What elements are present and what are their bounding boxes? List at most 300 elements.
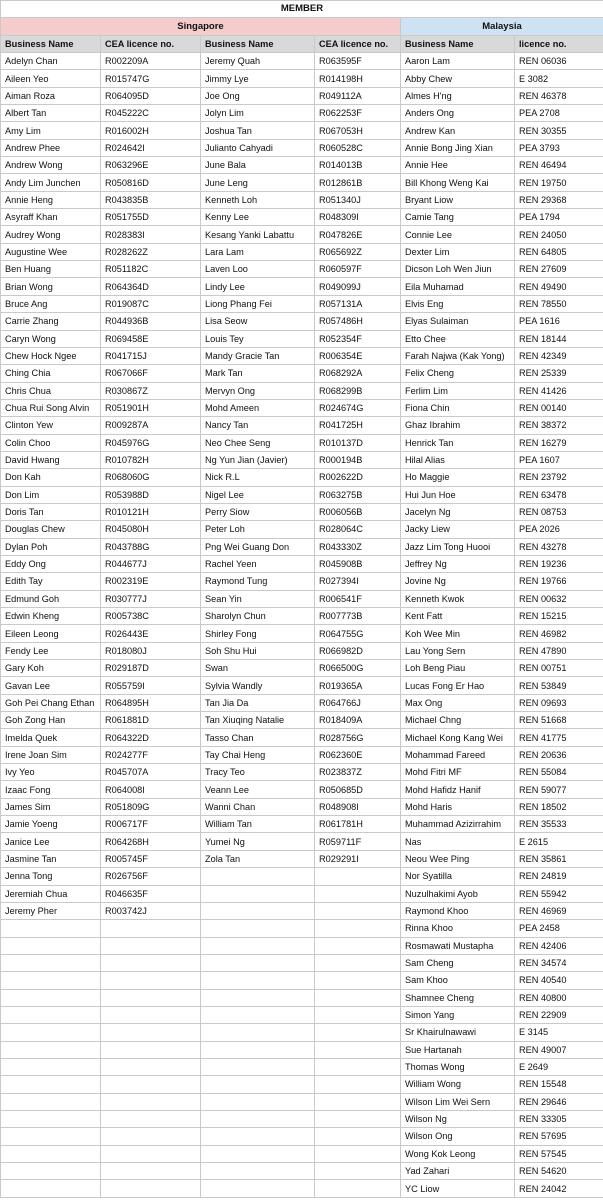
my-licence-cell: REN 15548 bbox=[515, 1076, 603, 1093]
my-name-cell: Jovine Ng bbox=[401, 573, 515, 590]
table-row bbox=[1, 434, 603, 451]
sg2-name-cell: Nigel Lee bbox=[201, 486, 315, 503]
my-licence-cell: REN 41426 bbox=[515, 382, 603, 399]
my-name-cell: Connie Lee bbox=[401, 226, 515, 243]
sg1-name-cell: Andy Lim Junchen bbox=[1, 174, 101, 191]
my-licence-cell: REN 09693 bbox=[515, 694, 603, 711]
sg1-name-cell: Eddy Ong bbox=[1, 555, 101, 572]
sg2-name-cell: Perry Siow bbox=[201, 503, 315, 520]
sg1-name-cell: Annie Heng bbox=[1, 191, 101, 208]
sg2-licence-cell bbox=[315, 1110, 401, 1127]
sg2-name-cell bbox=[201, 1006, 315, 1023]
sg1-licence-cell: R064322D bbox=[101, 729, 201, 746]
my-name-cell: Wilson Ng bbox=[401, 1110, 515, 1127]
table-row bbox=[1, 53, 603, 70]
my-licence-cell: REN 46969 bbox=[515, 902, 603, 919]
sg1-name-cell: Izaac Fong bbox=[1, 781, 101, 798]
sg2-name-cell bbox=[201, 1163, 315, 1180]
sg1-licence-cell bbox=[101, 1145, 201, 1162]
table-row bbox=[1, 313, 603, 330]
sg2-name-cell: Joshua Tan bbox=[201, 122, 315, 139]
sg2-name-cell: Mark Tan bbox=[201, 365, 315, 382]
sg2-name-cell: Lara Lam bbox=[201, 243, 315, 260]
my-licence-cell: REN 40540 bbox=[515, 972, 603, 989]
sg1-licence-cell: R009287A bbox=[101, 417, 201, 434]
sg2-licence-cell: R019365A bbox=[315, 677, 401, 694]
table-row bbox=[1, 157, 603, 174]
sg1-name-cell: Aiman Roza bbox=[1, 87, 101, 104]
sg1-licence-cell: R002209A bbox=[101, 53, 201, 70]
sg2-licence-cell bbox=[315, 1058, 401, 1075]
sg2-name-cell bbox=[201, 937, 315, 954]
sg2-name-cell bbox=[201, 868, 315, 885]
my-name-cell: Max Ong bbox=[401, 694, 515, 711]
sg2-name-cell: Shirley Fong bbox=[201, 625, 315, 642]
sg1-licence-cell: R045080H bbox=[101, 521, 201, 538]
sg1-name-cell bbox=[1, 920, 101, 937]
col-header-sg-name-2: Business Name bbox=[201, 36, 315, 53]
sg2-name-cell: Veann Lee bbox=[201, 781, 315, 798]
sg2-licence-cell: R059711F bbox=[315, 833, 401, 850]
sg1-name-cell: Goh Pei Chang Ethan bbox=[1, 694, 101, 711]
sg1-licence-cell: R016002H bbox=[101, 122, 201, 139]
my-name-cell: Felix Cheng bbox=[401, 365, 515, 382]
my-licence-cell: REN 42349 bbox=[515, 347, 603, 364]
table-row bbox=[1, 1145, 603, 1162]
my-licence-cell: PEA 3793 bbox=[515, 139, 603, 156]
table-row bbox=[1, 1093, 603, 1110]
sg2-name-cell bbox=[201, 1076, 315, 1093]
sg2-licence-cell: R049099J bbox=[315, 278, 401, 295]
sg1-name-cell bbox=[1, 954, 101, 971]
sg1-name-cell: Edmund Goh bbox=[1, 590, 101, 607]
my-licence-cell: REN 27609 bbox=[515, 261, 603, 278]
my-name-cell: William Wong bbox=[401, 1076, 515, 1093]
sg2-name-cell: Soh Shu Hui bbox=[201, 642, 315, 659]
my-name-cell: Aaron Lam bbox=[401, 53, 515, 70]
my-name-cell: Fiona Chin bbox=[401, 399, 515, 416]
my-licence-cell: REN 08753 bbox=[515, 503, 603, 520]
sg2-name-cell: Sylvia Wandly bbox=[201, 677, 315, 694]
table-row bbox=[1, 677, 603, 694]
sg2-licence-cell bbox=[315, 1145, 401, 1162]
sg2-name-cell: Peter Loh bbox=[201, 521, 315, 538]
sg2-name-cell: Mandy Gracie Tan bbox=[201, 347, 315, 364]
sg1-licence-cell: R051901H bbox=[101, 399, 201, 416]
sg2-licence-cell bbox=[315, 1041, 401, 1058]
sg2-name-cell: Mohd Ameen bbox=[201, 399, 315, 416]
my-licence-cell: REN 00140 bbox=[515, 399, 603, 416]
sg2-name-cell: Jeremy Quah bbox=[201, 53, 315, 70]
sg2-licence-cell: R006056B bbox=[315, 503, 401, 520]
sg1-name-cell bbox=[1, 1093, 101, 1110]
my-name-cell: Abby Chew bbox=[401, 70, 515, 87]
sg2-licence-cell: R014013B bbox=[315, 157, 401, 174]
sg2-licence-cell: R028064C bbox=[315, 521, 401, 538]
sg2-name-cell: Mervyn Ong bbox=[201, 382, 315, 399]
sg1-name-cell: Goh Zong Han bbox=[1, 712, 101, 729]
sg1-licence-cell bbox=[101, 1093, 201, 1110]
sg1-licence-cell: R006717F bbox=[101, 816, 201, 833]
table-row bbox=[1, 694, 603, 711]
table-row bbox=[1, 746, 603, 763]
my-name-cell: Rinna Khoo bbox=[401, 920, 515, 937]
sg2-name-cell: Louis Tey bbox=[201, 330, 315, 347]
sg1-licence-cell: R044936B bbox=[101, 313, 201, 330]
my-name-cell: Michael Kong Kang Wei bbox=[401, 729, 515, 746]
sg1-name-cell bbox=[1, 972, 101, 989]
sg2-licence-cell: R000194B bbox=[315, 451, 401, 468]
my-licence-cell: REN 18144 bbox=[515, 330, 603, 347]
my-licence-cell: REN 78550 bbox=[515, 295, 603, 312]
sg1-name-cell: Chew Hock Ngee bbox=[1, 347, 101, 364]
sg2-licence-cell bbox=[315, 989, 401, 1006]
my-name-cell: Mohd Fitri MF bbox=[401, 764, 515, 781]
sg2-licence-cell: R048908I bbox=[315, 798, 401, 815]
sg2-licence-cell: R051340J bbox=[315, 191, 401, 208]
sg1-name-cell: Jasmine Tan bbox=[1, 850, 101, 867]
my-name-cell: Elvis Eng bbox=[401, 295, 515, 312]
col-header-sg-licence-1: CEA licence no. bbox=[101, 36, 201, 53]
my-licence-cell: E 3082 bbox=[515, 70, 603, 87]
sg1-name-cell: Bruce Ang bbox=[1, 295, 101, 312]
sg2-licence-cell: R057486H bbox=[315, 313, 401, 330]
table-row bbox=[1, 816, 603, 833]
table-row bbox=[1, 1006, 603, 1023]
my-licence-cell: REN 41775 bbox=[515, 729, 603, 746]
sg2-name-cell: Tracy Teo bbox=[201, 764, 315, 781]
sg1-name-cell: Carrie Zhang bbox=[1, 313, 101, 330]
sg1-name-cell: Adelyn Chan bbox=[1, 53, 101, 70]
my-licence-cell: PEA 1607 bbox=[515, 451, 603, 468]
table-row bbox=[1, 781, 603, 798]
sg1-name-cell: Doris Tan bbox=[1, 503, 101, 520]
table-row bbox=[1, 885, 603, 902]
sg1-licence-cell bbox=[101, 1163, 201, 1180]
sg2-name-cell: Tan Xiuqing Natalie bbox=[201, 712, 315, 729]
sg2-licence-cell: R024674G bbox=[315, 399, 401, 416]
my-licence-cell: REN 35861 bbox=[515, 850, 603, 867]
my-name-cell: Dicson Loh Wen Jiun bbox=[401, 261, 515, 278]
table-row bbox=[1, 608, 603, 625]
sg1-name-cell bbox=[1, 1163, 101, 1180]
my-name-cell: Bill Khong Weng Kai bbox=[401, 174, 515, 191]
my-name-cell: Loh Beng Piau bbox=[401, 660, 515, 677]
table-row bbox=[1, 503, 603, 520]
table-row bbox=[1, 1041, 603, 1058]
table-row bbox=[1, 590, 603, 607]
sg2-licence-cell: R063275B bbox=[315, 486, 401, 503]
table-row bbox=[1, 1110, 603, 1127]
sg2-licence-cell: R068299B bbox=[315, 382, 401, 399]
my-licence-cell: REN 00751 bbox=[515, 660, 603, 677]
table-row bbox=[1, 850, 603, 867]
sg1-licence-cell: R053988D bbox=[101, 486, 201, 503]
sg1-name-cell: Caryn Wong bbox=[1, 330, 101, 347]
my-name-cell: Henrick Tan bbox=[401, 434, 515, 451]
sg2-name-cell bbox=[201, 972, 315, 989]
sg2-name-cell: Png Wei Guang Don bbox=[201, 538, 315, 555]
sg1-name-cell: Eileen Leong bbox=[1, 625, 101, 642]
sg1-name-cell bbox=[1, 1058, 101, 1075]
sg2-licence-cell: R050685D bbox=[315, 781, 401, 798]
my-licence-cell: REN 24042 bbox=[515, 1180, 603, 1197]
table-row bbox=[1, 1128, 603, 1145]
my-name-cell: Farah Najwa (Kak Yong) bbox=[401, 347, 515, 364]
table-row bbox=[1, 954, 603, 971]
sg2-licence-cell: R062253F bbox=[315, 105, 401, 122]
my-name-cell: Lau Yong Sern bbox=[401, 642, 515, 659]
sg1-licence-cell bbox=[101, 989, 201, 1006]
my-licence-cell: REN 34574 bbox=[515, 954, 603, 971]
sg2-licence-cell bbox=[315, 1128, 401, 1145]
sg2-licence-cell: R045908B bbox=[315, 555, 401, 572]
my-name-cell: Sr Khairulnawawi bbox=[401, 1024, 515, 1041]
sg1-name-cell: Chris Chua bbox=[1, 382, 101, 399]
table-row bbox=[1, 1180, 603, 1197]
my-licence-cell: REN 23792 bbox=[515, 469, 603, 486]
sg2-licence-cell bbox=[315, 1093, 401, 1110]
sg1-name-cell: Asyraff Khan bbox=[1, 209, 101, 226]
table-row bbox=[1, 365, 603, 382]
sg2-licence-cell: R060528C bbox=[315, 139, 401, 156]
sg1-name-cell: Chua Rui Song Alvin bbox=[1, 399, 101, 416]
my-licence-cell: REN 35533 bbox=[515, 816, 603, 833]
table-row bbox=[1, 868, 603, 885]
table-row bbox=[1, 764, 603, 781]
sg1-licence-cell bbox=[101, 954, 201, 971]
sg2-licence-cell: R066982D bbox=[315, 642, 401, 659]
sg2-name-cell: Tay Chai Heng bbox=[201, 746, 315, 763]
my-name-cell: YC Liow bbox=[401, 1180, 515, 1197]
sg2-name-cell bbox=[201, 902, 315, 919]
col-header-my-licence: licence no. bbox=[515, 36, 603, 53]
sg1-name-cell: Jeremy Pher bbox=[1, 902, 101, 919]
table-row bbox=[1, 70, 603, 87]
table-row bbox=[1, 243, 603, 260]
sg1-licence-cell: R067066F bbox=[101, 365, 201, 382]
my-name-cell: Almes H'ng bbox=[401, 87, 515, 104]
my-licence-cell: REN 25339 bbox=[515, 365, 603, 382]
my-name-cell: Jeffrey Ng bbox=[401, 555, 515, 572]
sg2-licence-cell bbox=[315, 937, 401, 954]
my-name-cell: Jazz Lim Tong Huooi bbox=[401, 538, 515, 555]
my-name-cell: Eila Muhamad bbox=[401, 278, 515, 295]
sg2-licence-cell: R027394I bbox=[315, 573, 401, 590]
my-name-cell: Jacky Liew bbox=[401, 521, 515, 538]
table-row bbox=[1, 1024, 603, 1041]
sg1-name-cell: Gavan Lee bbox=[1, 677, 101, 694]
sg1-licence-cell: R024277F bbox=[101, 746, 201, 763]
my-licence-cell: REN 49007 bbox=[515, 1041, 603, 1058]
my-licence-cell: REN 29646 bbox=[515, 1093, 603, 1110]
table-row bbox=[1, 833, 603, 850]
sg1-licence-cell bbox=[101, 1006, 201, 1023]
sg2-name-cell: Lisa Seow bbox=[201, 313, 315, 330]
sg1-licence-cell: R015747G bbox=[101, 70, 201, 87]
sg1-name-cell: Jenna Tong bbox=[1, 868, 101, 885]
sg1-licence-cell: R030867Z bbox=[101, 382, 201, 399]
table-row bbox=[1, 712, 603, 729]
my-name-cell: Wilson Ong bbox=[401, 1128, 515, 1145]
sg1-licence-cell: R061881D bbox=[101, 712, 201, 729]
sg1-licence-cell: R030777J bbox=[101, 590, 201, 607]
sg1-licence-cell: R002319E bbox=[101, 573, 201, 590]
sg1-name-cell: Imelda Quek bbox=[1, 729, 101, 746]
sg2-name-cell: Nick R.L bbox=[201, 469, 315, 486]
table-row bbox=[1, 87, 603, 104]
sg2-name-cell bbox=[201, 920, 315, 937]
my-licence-cell: REN 42406 bbox=[515, 937, 603, 954]
my-licence-cell: REN 49490 bbox=[515, 278, 603, 295]
my-name-cell: Mohd Hafidz Hanif bbox=[401, 781, 515, 798]
my-name-cell: Ferlim Lim bbox=[401, 382, 515, 399]
sg2-name-cell bbox=[201, 1180, 315, 1197]
table-row bbox=[1, 139, 603, 156]
sg2-licence-cell: R064755G bbox=[315, 625, 401, 642]
sg2-name-cell: Ng Yun Jian (Javier) bbox=[201, 451, 315, 468]
sg2-name-cell: Yumei Ng bbox=[201, 833, 315, 850]
sg2-name-cell: Sharolyn Chun bbox=[201, 608, 315, 625]
table-row bbox=[1, 1058, 603, 1075]
sg1-licence-cell: R051182C bbox=[101, 261, 201, 278]
sg2-licence-cell: R006541F bbox=[315, 590, 401, 607]
sg2-name-cell bbox=[201, 885, 315, 902]
sg2-licence-cell bbox=[315, 868, 401, 885]
my-name-cell: Raymond Khoo bbox=[401, 902, 515, 919]
sg1-licence-cell: R044677J bbox=[101, 555, 201, 572]
sg1-licence-cell bbox=[101, 1041, 201, 1058]
sg1-name-cell: Audrey Wong bbox=[1, 226, 101, 243]
my-licence-cell: REN 19236 bbox=[515, 555, 603, 572]
my-licence-cell: REN 63478 bbox=[515, 486, 603, 503]
col-header-my-name: Business Name bbox=[401, 36, 515, 53]
sg1-licence-cell bbox=[101, 1058, 201, 1075]
sg2-licence-cell bbox=[315, 1024, 401, 1041]
my-name-cell: Elyas Sulaiman bbox=[401, 313, 515, 330]
sg1-name-cell bbox=[1, 1128, 101, 1145]
my-licence-cell: PEA 1794 bbox=[515, 209, 603, 226]
sg1-licence-cell: R005745F bbox=[101, 850, 201, 867]
sg1-name-cell: James Sim bbox=[1, 798, 101, 815]
sg1-name-cell bbox=[1, 1006, 101, 1023]
sg1-licence-cell: R043788G bbox=[101, 538, 201, 555]
my-licence-cell: REN 57695 bbox=[515, 1128, 603, 1145]
sg1-name-cell: Aileen Yeo bbox=[1, 70, 101, 87]
table-row bbox=[1, 191, 603, 208]
my-name-cell: Bryant Liow bbox=[401, 191, 515, 208]
sg2-name-cell bbox=[201, 1041, 315, 1058]
sg2-licence-cell: R007773B bbox=[315, 608, 401, 625]
sg1-licence-cell: R028383I bbox=[101, 226, 201, 243]
sg1-licence-cell bbox=[101, 1076, 201, 1093]
sg2-name-cell: Jimmy Lye bbox=[201, 70, 315, 87]
my-licence-cell: REN 16279 bbox=[515, 434, 603, 451]
sg1-name-cell bbox=[1, 1041, 101, 1058]
sg1-licence-cell: R010782H bbox=[101, 451, 201, 468]
my-licence-cell: REN 40800 bbox=[515, 989, 603, 1006]
table-row bbox=[1, 972, 603, 989]
table-row bbox=[1, 174, 603, 191]
my-name-cell: Nas bbox=[401, 833, 515, 850]
my-name-cell: Etto Chee bbox=[401, 330, 515, 347]
my-licence-cell: REN 19766 bbox=[515, 573, 603, 590]
table-row bbox=[1, 798, 603, 815]
sg1-licence-cell: R063296E bbox=[101, 157, 201, 174]
my-licence-cell: REN 46494 bbox=[515, 157, 603, 174]
my-licence-cell: PEA 2708 bbox=[515, 105, 603, 122]
sg1-name-cell: Ivy Yeo bbox=[1, 764, 101, 781]
my-licence-cell: REN 64805 bbox=[515, 243, 603, 260]
sg1-name-cell: David Hwang bbox=[1, 451, 101, 468]
table-row bbox=[1, 920, 603, 937]
my-name-cell: Ho Maggie bbox=[401, 469, 515, 486]
my-name-cell: Mohammad Fareed bbox=[401, 746, 515, 763]
table-row bbox=[1, 902, 603, 919]
table-row bbox=[1, 209, 603, 226]
my-name-cell: Andrew Kan bbox=[401, 122, 515, 139]
region-singapore: Singapore bbox=[1, 18, 401, 36]
sg2-name-cell: Raymond Tung bbox=[201, 573, 315, 590]
sg1-licence-cell bbox=[101, 1024, 201, 1041]
sg2-licence-cell: R061781H bbox=[315, 816, 401, 833]
my-licence-cell: REN 30355 bbox=[515, 122, 603, 139]
sg2-name-cell bbox=[201, 1145, 315, 1162]
sg2-name-cell: Swan bbox=[201, 660, 315, 677]
sg2-licence-cell: R052354F bbox=[315, 330, 401, 347]
my-licence-cell: REN 00632 bbox=[515, 590, 603, 607]
sg2-licence-cell: R048309I bbox=[315, 209, 401, 226]
sg2-name-cell bbox=[201, 1128, 315, 1145]
table-row bbox=[1, 347, 603, 364]
sg2-licence-cell bbox=[315, 954, 401, 971]
sg1-licence-cell: R019087C bbox=[101, 295, 201, 312]
sg1-licence-cell: R003742J bbox=[101, 902, 201, 919]
sg2-name-cell: June Leng bbox=[201, 174, 315, 191]
sg1-licence-cell: R069458E bbox=[101, 330, 201, 347]
sg1-licence-cell: R028262Z bbox=[101, 243, 201, 260]
my-licence-cell: REN 06036 bbox=[515, 53, 603, 70]
sg2-licence-cell: R002622D bbox=[315, 469, 401, 486]
table-row bbox=[1, 521, 603, 538]
my-licence-cell: REN 46378 bbox=[515, 87, 603, 104]
sg2-name-cell bbox=[201, 1024, 315, 1041]
sg2-licence-cell: R049112A bbox=[315, 87, 401, 104]
my-name-cell: Simon Yang bbox=[401, 1006, 515, 1023]
table-row bbox=[1, 261, 603, 278]
sg1-licence-cell: R041715J bbox=[101, 347, 201, 364]
my-licence-cell: REN 22909 bbox=[515, 1006, 603, 1023]
sg1-licence-cell: R068060G bbox=[101, 469, 201, 486]
sg2-name-cell: Julianto Cahyadi bbox=[201, 139, 315, 156]
sg2-licence-cell: R010137D bbox=[315, 434, 401, 451]
table-row bbox=[1, 469, 603, 486]
sg1-name-cell: Douglas Chew bbox=[1, 521, 101, 538]
sg1-licence-cell: R064095D bbox=[101, 87, 201, 104]
sg1-name-cell: Jeremiah Chua bbox=[1, 885, 101, 902]
table-row bbox=[1, 399, 603, 416]
my-name-cell: Neou Wee Ping bbox=[401, 850, 515, 867]
table-row bbox=[1, 989, 603, 1006]
table-row bbox=[1, 451, 603, 468]
table-row bbox=[1, 486, 603, 503]
sg1-licence-cell bbox=[101, 972, 201, 989]
my-licence-cell: REN 19750 bbox=[515, 174, 603, 191]
col-header-sg-name-1: Business Name bbox=[1, 36, 101, 53]
sg1-licence-cell bbox=[101, 920, 201, 937]
sg1-name-cell: Irene Joan Sim bbox=[1, 746, 101, 763]
sg1-name-cell: Janice Lee bbox=[1, 833, 101, 850]
